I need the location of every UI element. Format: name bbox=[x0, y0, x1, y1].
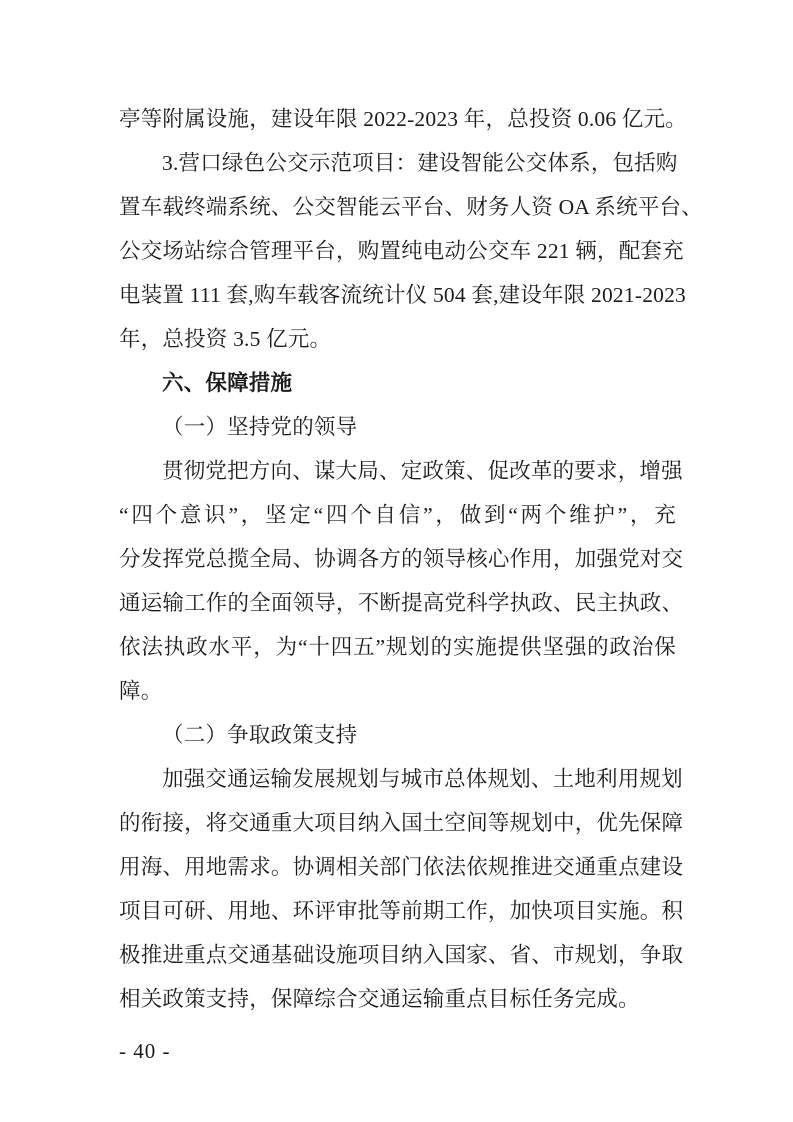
text-line: 极推进重点交通基础设施项目纳入国家、省、市规划，争取 bbox=[119, 943, 684, 967]
text-line: 公交场站综合管理平台，购置纯电动公交车 221 辆，配套充 bbox=[119, 239, 684, 263]
text-line: 置车载终端系统、公交智能云平台、财务人资 OA 系统平台、 bbox=[119, 195, 703, 219]
text-line: 项目可研、用地、环评审批等前期工作，加快项目实施。积 bbox=[119, 899, 684, 923]
text-line: 通运输工作的全面领导，不断提高党科学执政、民主执政、 bbox=[119, 591, 684, 615]
text-line: 加强交通运输发展规划与城市总体规划、土地利用规划 bbox=[162, 767, 683, 791]
text-line: 年，总投资 3.5 亿元。 bbox=[119, 327, 332, 351]
document-body bbox=[119, 97, 703, 1021]
text-line: 依法执政水平，为“十四五”规划的实施提供坚强的政治保 bbox=[119, 635, 676, 659]
text-line: 亭等附属设施，建设年限 2022-2023 年，总投资 0.06 亿元。 bbox=[119, 107, 687, 131]
text-line: 相关政策支持，保障综合交通运输重点目标任务完成。 bbox=[119, 987, 640, 1011]
text-line: 分发挥党总揽全局、协调各方的领导核心作用，加强党对交 bbox=[119, 547, 684, 571]
text-line: 贯彻党把方向、谋大局、定政策、促改革的要求，增强 bbox=[162, 459, 683, 483]
text-line: 用海、用地需求。协调相关部门依法依规推进交通重点建设 bbox=[119, 855, 684, 879]
section-heading: 六、保障措施 bbox=[162, 371, 293, 395]
text-line: 的衔接，将交通重大项目纳入国土空间等规划中，优先保障 bbox=[119, 811, 684, 835]
text-line: “四个意识”，坚定“四个自信”，做到“两个维护”，充 bbox=[119, 503, 676, 527]
subsection-heading: （一）坚持党的领导 bbox=[162, 415, 358, 439]
text-line: 3.营口绿色公交示范项目：建设智能公交体系，包括购 bbox=[162, 151, 678, 175]
subsection-heading: （二）争取政策支持 bbox=[162, 723, 358, 747]
text-line: 障。 bbox=[119, 679, 163, 703]
text-line: 电装置 111 套,购车载客流统计仪 504 套,建设年限 2021-2023 bbox=[119, 283, 686, 307]
page-number: - 40 - bbox=[119, 1039, 171, 1063]
